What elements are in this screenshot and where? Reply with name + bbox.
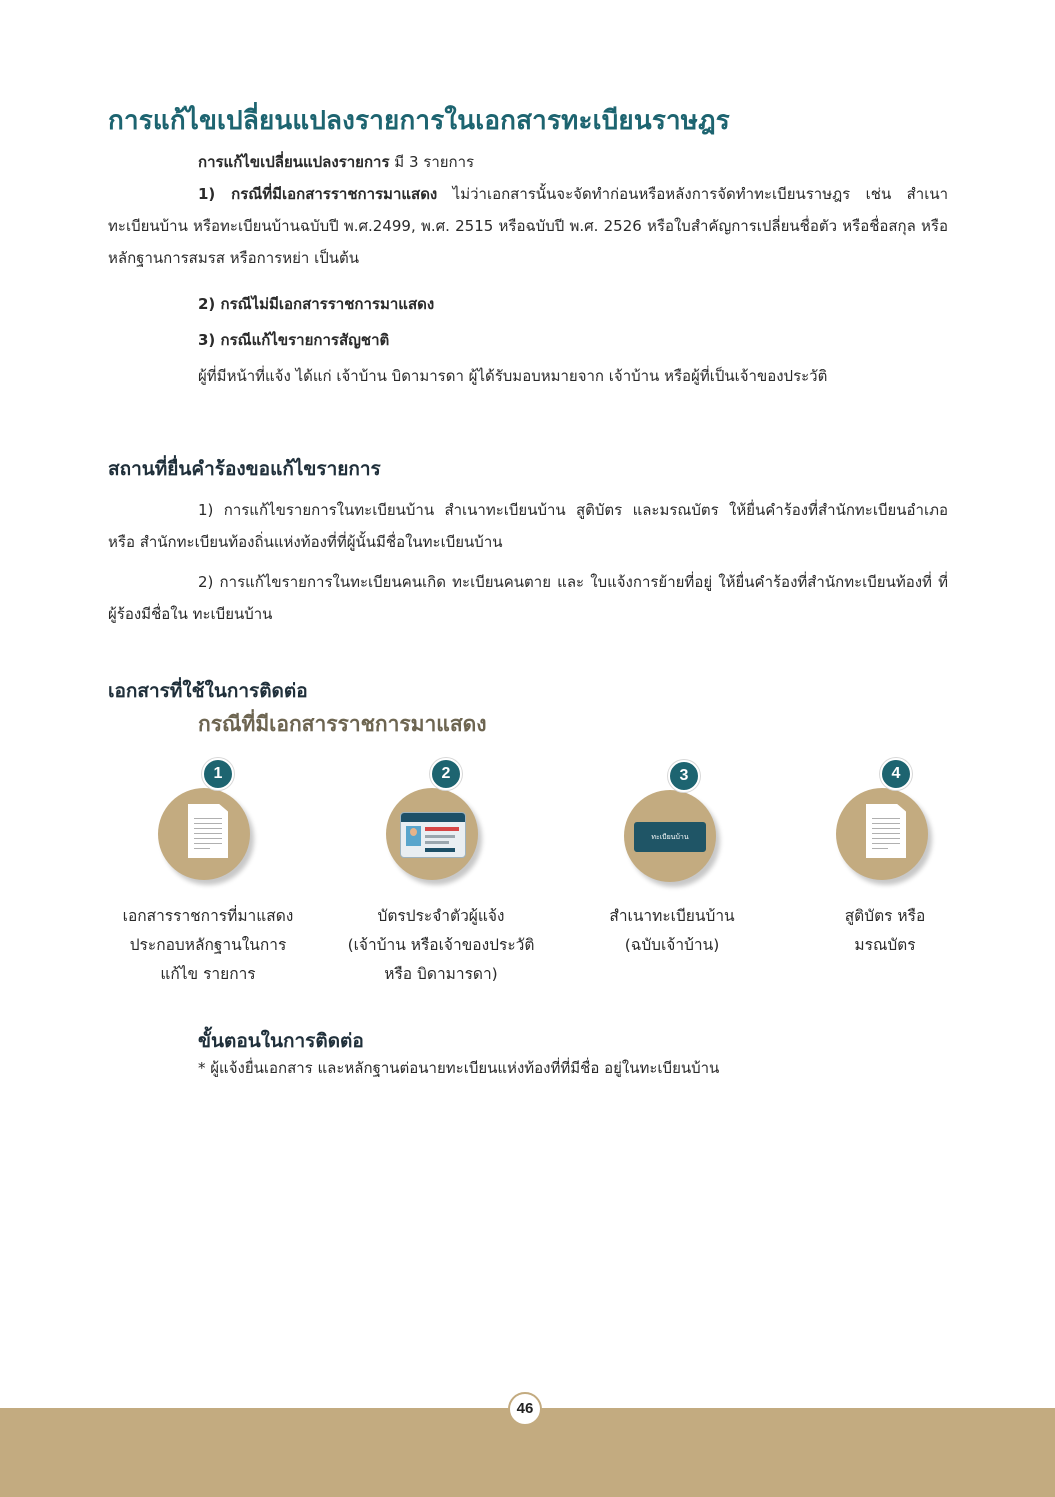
doc-item-3 <box>624 767 716 882</box>
step-number-badge: 4 <box>880 758 912 790</box>
doc-caption-4: สูติบัตร หรือ มรณบัตร <box>844 907 926 954</box>
page-title: การแก้ไขเปลี่ยนแปลงรายการในเอกสารทะเบียนราษฎร <box>108 106 730 136</box>
case3-heading: 3) กรณีแก้ไขรายการสัญชาติ <box>198 331 390 349</box>
docs-subheading: กรณีที่มีเอกสารราชการมาแสดง <box>198 712 487 736</box>
steps-heading: ขั้นตอนในการติดต่อ <box>198 1030 364 1052</box>
place-paragraph-1: 1) การแก้ไขรายการในทะเบียนบ้าน สำเนาทะเบียนบ้าน สูติบัตร และมรณบัตร ให้ยื่นคำร้องที่สำนักทะเบียนอำเภอ หรือ สำนักทะเบียนท้องถิ่นแห่งท้องที่ที่ผู้นั้นมีชื่อในทะเบียนบ้าน <box>108 501 948 551</box>
doc-item-4 <box>836 765 928 880</box>
step-number-badge: 2 <box>430 758 462 790</box>
case1-paragraph <box>108 178 948 274</box>
case2-heading: 2) กรณีไม่มีเอกสารราชการมาแสดง <box>198 295 435 313</box>
case1-rest: ไม่ว่าเอกสารนั้นจะจัดทำก่อนหรือหลังการจัดทำทะเบียนราษฎร เช่น สำเนาทะเบียนบ้าน หรือทะเบียนบ้านฉบับปี พ.ศ.2499, พ.ศ. 2515 หรือฉบับปี พ.ศ. 2526 หรือใบสำคัญการเปลี่ยนชื่อตัว หรือชื่อสกุล หรือหลักฐานการสมรส หรือการหย่า เป็นต้น <box>108 185 948 267</box>
place-heading: สถานที่ยื่นคำร้องขอแก้ไขรายการ <box>108 458 381 480</box>
page-number: 46 <box>508 1392 542 1426</box>
document-icon <box>188 804 228 858</box>
duty-paragraph: ผู้ที่มีหน้าที่แจ้ง ได้แก่ เจ้าบ้าน บิดามารดา ผู้ได้รับมอบหมายจาก เจ้าบ้าน หรือผู้ที่เป็นเจ้าของประวัติ <box>198 367 828 385</box>
place-paragraph-2: 2) การแก้ไขรายการในทะเบียนคนเกิด ทะเบียนคนตาย และ ใบแจ้งการย้ายที่อยู่ ให้ยื่นคำร้องที่สำนักทะเบียนท้องที่ ที่ผู้ร้องมีชื่อใน ทะเบียนบ้าน <box>108 573 948 623</box>
case1-bold: 1) กรณีที่มีเอกสารราชการมาแสดง <box>198 185 438 203</box>
doc-item-1 <box>158 765 250 880</box>
doc-caption-1: เอกสารราชการที่มาแสดง ประกอบหลักฐานในการ แก้ไข รายการ <box>122 907 294 983</box>
intro-rest: มี 3 รายการ <box>389 153 475 171</box>
docs-heading: เอกสารที่ใช้ในการติดต่อ <box>108 680 308 702</box>
intro-bold: การแก้ไขเปลี่ยนแปลงรายการ <box>198 153 390 171</box>
id-card-icon <box>400 812 466 858</box>
intro-paragraph <box>198 146 948 178</box>
house-registration-book-icon: ทะเบียนบ้าน <box>634 822 706 852</box>
document-icon <box>866 804 906 858</box>
step-number-badge: 3 <box>668 760 700 792</box>
doc-caption-2: บัตรประจำตัวผู้แจ้ง (เจ้าบ้าน หรือเจ้าของประวัติ หรือ บิดามารดา) <box>347 907 535 983</box>
steps-text: * ผู้แจ้งยื่นเอกสาร และหลักฐานต่อนายทะเบียนแห่งท้องที่ที่มีชื่อ อยู่ในทะเบียนบ้าน <box>198 1059 720 1077</box>
doc-item-2 <box>386 765 478 880</box>
step-number-badge: 1 <box>202 758 234 790</box>
doc-caption-3: สำเนาทะเบียนบ้าน (ฉบับเจ้าบ้าน) <box>609 907 735 954</box>
